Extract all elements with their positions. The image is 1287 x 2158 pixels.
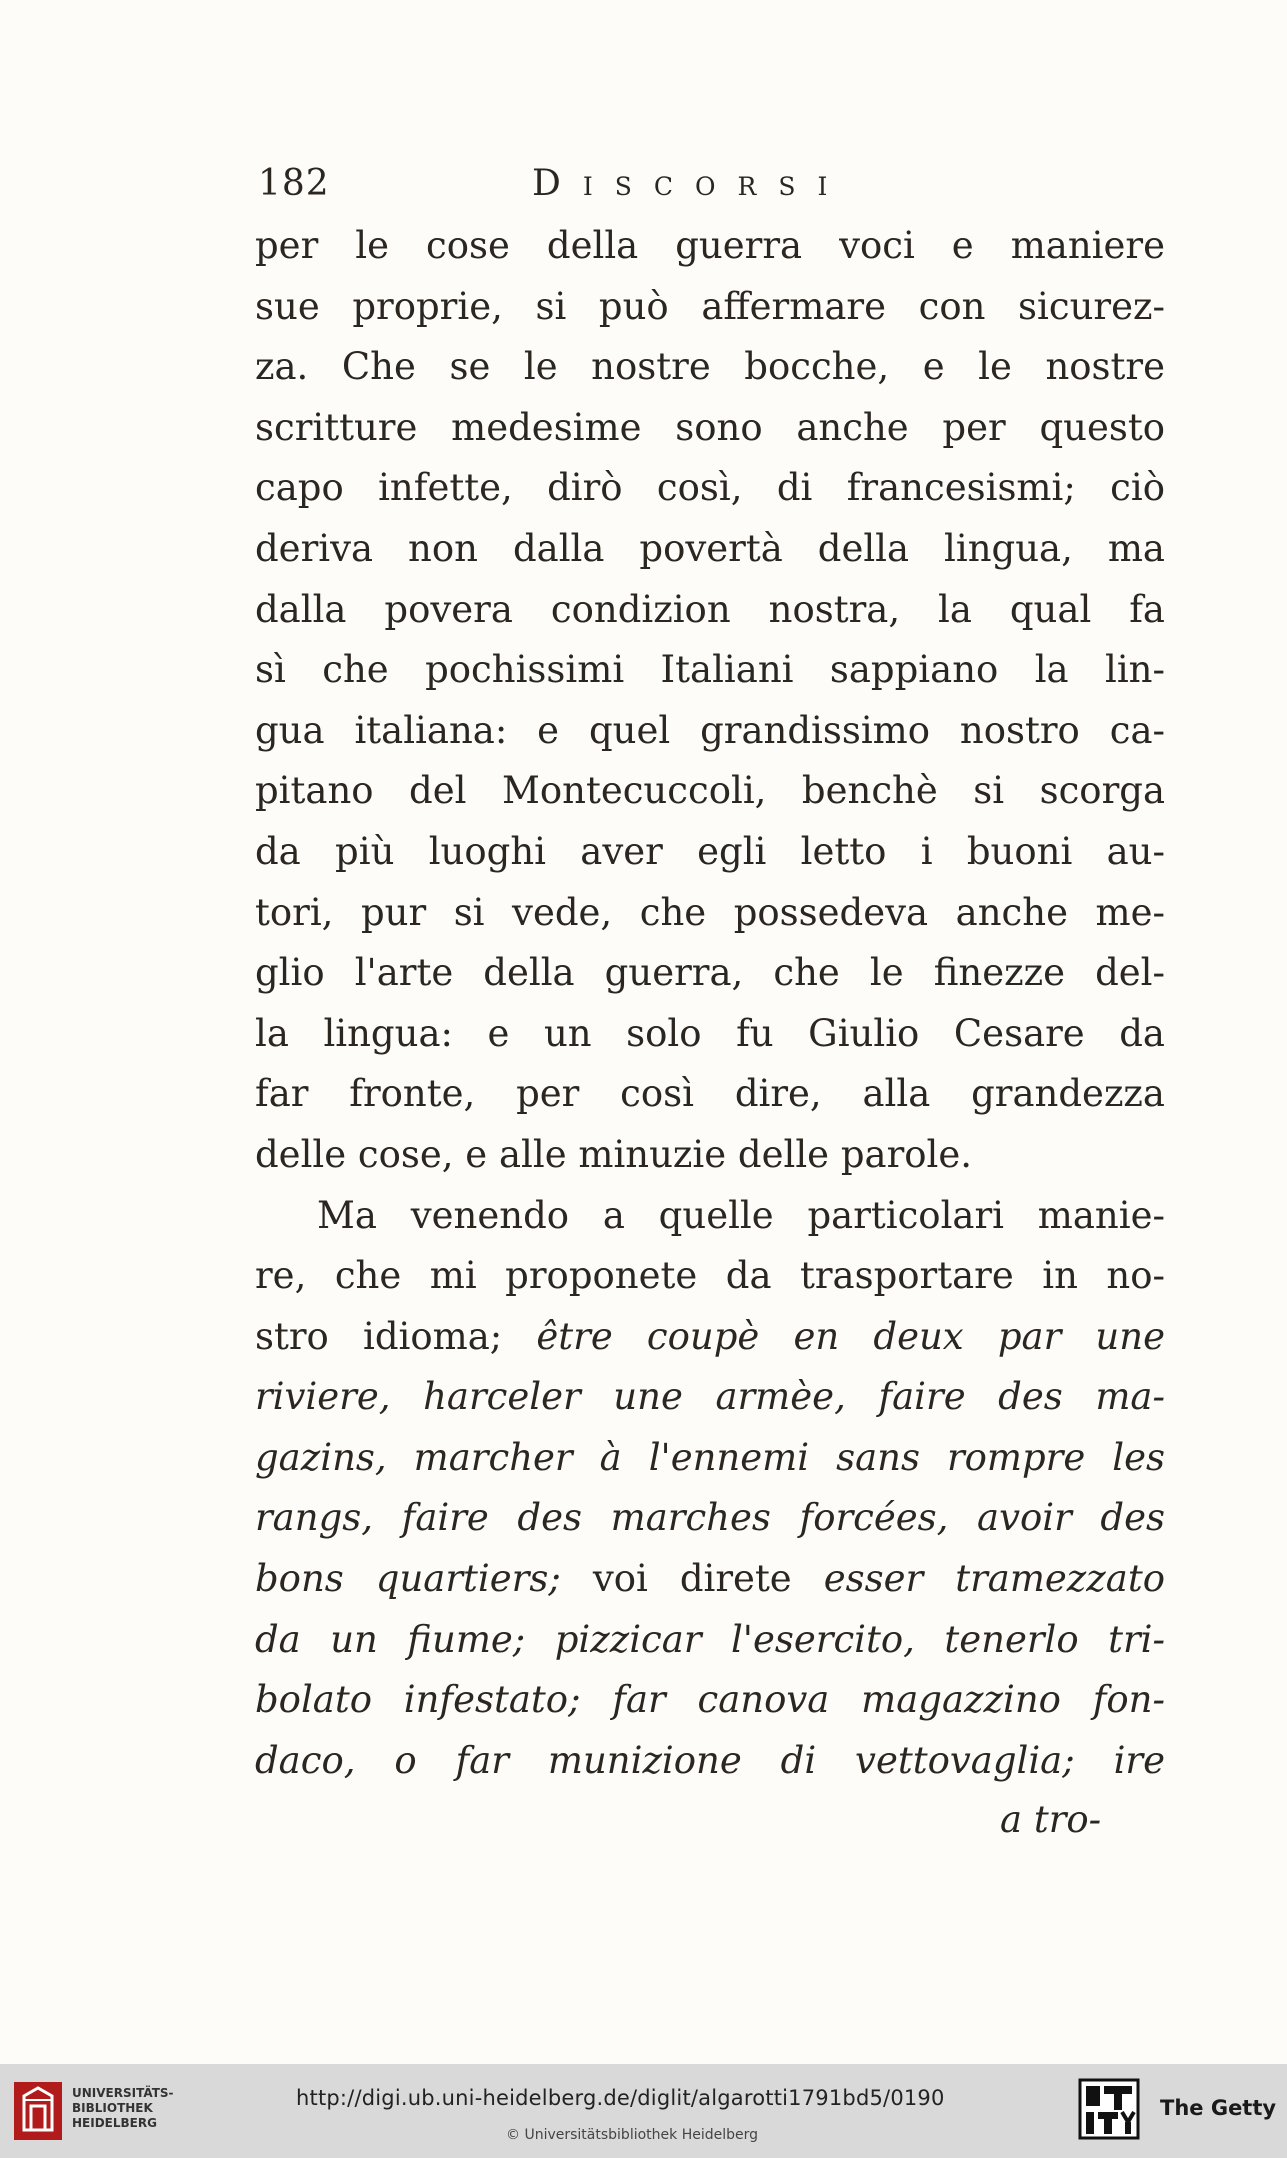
page-number: 182 xyxy=(258,163,330,204)
italic-segment: bons quartiers; xyxy=(255,1557,561,1601)
running-head xyxy=(258,158,898,218)
catchword: a tro- xyxy=(1000,1798,1102,1841)
text-line: dalla povera condizion nostra, la qual fa xyxy=(255,587,1165,631)
getty-logo-icon xyxy=(1078,2078,1140,2140)
text-line: glio l'arte della guerra, che le finezze del- xyxy=(255,951,1165,995)
text-line: re, che mi proponete da trasportare in no- xyxy=(255,1254,1165,1298)
text-line: gazins, marcher à l'ennemi sans rompre les xyxy=(255,1435,1165,1479)
text-line: far fronte, per così dire, alla grandezza xyxy=(255,1072,1165,1116)
text-line: da un fiume; pizzicar l'esercito, tenerlo tri- xyxy=(255,1617,1165,1661)
text-line xyxy=(255,1549,1165,1610)
running-head-title: Discorsi xyxy=(532,163,850,204)
text-line: pitano del Montecuccoli, benchè si scorga xyxy=(255,769,1165,813)
text-line xyxy=(255,1307,1165,1368)
text-line: sue proprie, si può affermare con sicurez- xyxy=(255,284,1165,328)
italic-segment: être coupè en deux par une xyxy=(536,1314,1165,1358)
text-line: da più luoghi aver egli letto i buoni au- xyxy=(255,829,1165,873)
text-line: tori, pur si vede, che possedeva anche me- xyxy=(255,890,1165,934)
university-name-line: BIBLIOTHEK xyxy=(72,2101,153,2115)
italic-segment: esser tramezzato xyxy=(823,1557,1165,1601)
text-segment: voi direte xyxy=(592,1557,792,1601)
text-line: deriva non dalla povertà della lingua, ma xyxy=(255,526,1165,570)
text-line: daco, o far munizione di vettovaglia; ire xyxy=(255,1738,1165,1782)
permalink-url[interactable]: http://digi.ub.uni-heidelberg.de/diglit/algarotti1791bd5/0190 xyxy=(296,2086,945,2110)
university-name-line: HEIDELBERG xyxy=(72,2116,157,2130)
university-name xyxy=(72,2086,174,2131)
copyright-notice: © Universitätsbibliothek Heidelberg xyxy=(506,2127,759,2143)
text-line: rangs, faire des marches forcées, avoir des xyxy=(255,1496,1165,1540)
text-line: per le cose della guerra voci e maniere xyxy=(255,224,1165,267)
text-line: riviere, harceler une armèe, faire des ma- xyxy=(255,1375,1165,1419)
text-line: bolato infestato; far canova magazzino fon- xyxy=(255,1678,1165,1722)
university-logo-icon xyxy=(14,2082,62,2140)
university-name-line: UNIVERSITÄTS- xyxy=(72,2086,174,2100)
text-line: la lingua: e un solo fu Giulio Cesare da xyxy=(255,1011,1165,1055)
text-line: capo infette, dirò così, di francesismi; ciò xyxy=(255,466,1165,510)
text-segment: stro idioma; xyxy=(255,1314,503,1358)
text-line: delle cose, e alle minuzie delle parole. xyxy=(255,1132,973,1176)
partner-name: The Getty xyxy=(1160,2096,1277,2120)
text-line: scritture medesime sono anche per questo xyxy=(255,405,1165,449)
text-line: Ma venendo a quelle particolari manie- xyxy=(317,1193,1165,1237)
body-text xyxy=(255,216,1165,1791)
text-line: gua italiana: e quel grandissimo nostro ca- xyxy=(255,708,1165,752)
footer-bar xyxy=(0,2064,1287,2158)
text-line: sì che pochissimi Italiani sappiano la lin- xyxy=(255,648,1165,692)
text-line: za. Che se le nostre bocche, e le nostre xyxy=(255,345,1165,389)
